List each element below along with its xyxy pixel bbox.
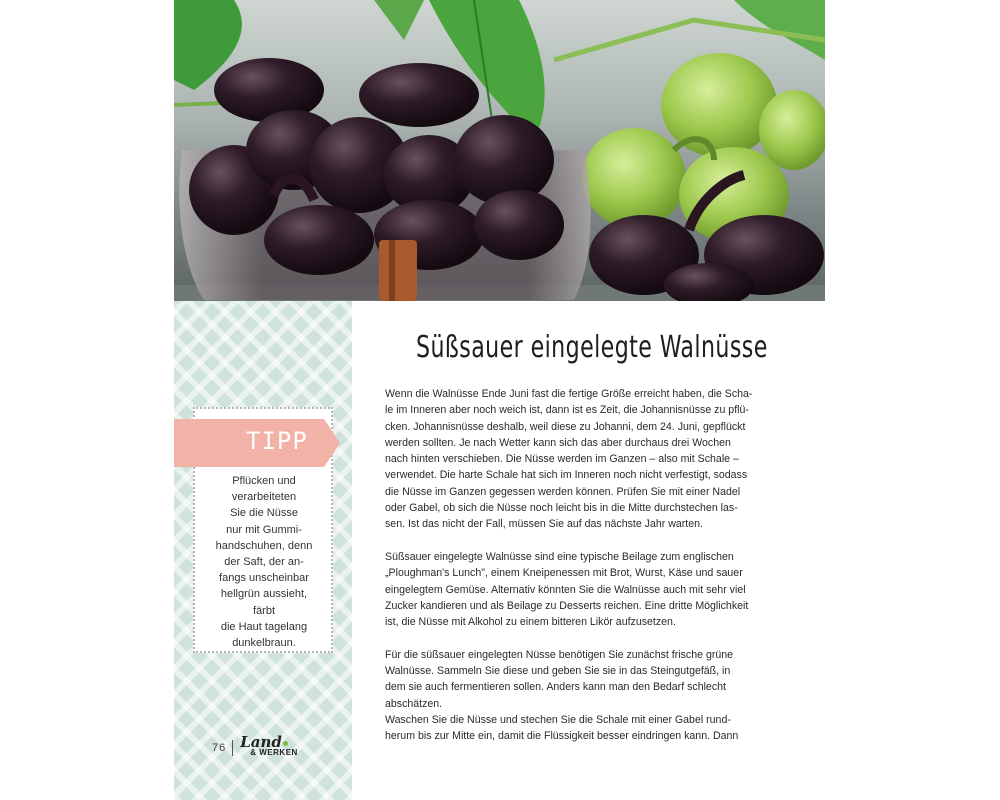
text-line: werden sollten. Je nach Wetter kann sich das aber durchaus drei Wochen — [385, 436, 731, 449]
text-line: ist, die Nüsse mit Alkohol zu einem bitteren Likör aufzusetzen. — [385, 616, 676, 629]
page-footer — [212, 733, 306, 758]
article-title: Süßsauer eingelegte Walnüsse — [416, 330, 768, 365]
text-line: Walnüsse. Sammeln Sie diese und geben Sie sie in das Steingutgefäß, in — [385, 665, 731, 678]
text-line: abschätzen. — [385, 697, 443, 710]
text-line: „Ploughman's Lunch", einem Kneipenessen mit Brot, Wurst, Käse und sauer — [385, 567, 743, 580]
text-line: Waschen Sie die Nüsse und stechen Sie die Schale mit einer Gabel rund- — [385, 713, 731, 726]
footer-divider — [232, 740, 233, 756]
text-line: dem sie auch fermentieren sollen. Anders kann man den Bedarf schlecht — [385, 681, 726, 694]
text-line: Zucker kandieren und als Beilage zu Desserts reichen. Eine dritte Möglichkeit — [385, 599, 749, 612]
tip-ribbon — [174, 419, 324, 467]
paragraph-2 — [385, 549, 755, 630]
paragraph-1 — [385, 386, 755, 533]
text-line: Für die süßsauer eingelegten Nüsse benötigen Sie zunächst frische grüne — [385, 648, 734, 661]
paragraph-3 — [385, 647, 755, 745]
text-line: oder Gabel, ob sich die Nüsse noch leicht bis in die Mitte durchstechen las- — [385, 502, 738, 515]
text-line: verwendet. Die harte Schale hat sich im Inneren noch nicht verfestigt, sodass — [385, 469, 748, 482]
walnut-photo-illustration — [174, 0, 825, 301]
text-line: nach hinten verschieben. Die Nüsse werden im Ganzen – also mit Schale – — [385, 453, 739, 466]
logo-wordmark: Land — [240, 733, 282, 751]
magazine-logo — [238, 733, 306, 759]
tip-label: TIPP — [246, 427, 308, 455]
hero-photo-pickled-walnuts — [174, 0, 825, 301]
text-line: eingelegtem Gemüse. Alternativ könnten Sie die Walnüsse auch mit sehr viel — [385, 583, 746, 596]
logo-dot — [283, 741, 288, 746]
text-line: herum bis zur Mitte ein, damit die Flüssigkeit besser eindringen kann. Dann — [385, 730, 739, 743]
text-line: le im Inneren aber noch weich ist, dann ist es Zeit, die Johannisnüsse zu pflü- — [385, 404, 749, 417]
text-line: sen. Ist das nicht der Fall, müssen Sie auf das nächste Jahr warten. — [385, 518, 703, 531]
text-line: Wenn die Walnüsse Ende Juni fast die fertige Größe erreicht haben, die Scha- — [385, 388, 753, 400]
text-line: Süßsauer eingelegte Walnüsse sind eine typische Beilage zum englischen — [385, 550, 734, 563]
tip-sidebar-pattern — [174, 301, 352, 800]
text-line: cken. Johannisnüsse deshalb, weil diese zu Johanni, dem 24. Juni, gepflückt — [385, 420, 746, 433]
article-body — [385, 386, 755, 745]
page-number: 76 — [212, 742, 227, 754]
logo-subtitle: & WERKEN — [250, 748, 298, 757]
tip-text: Pflücken und verarbeiteten Sie die Nüsse nur mit Gummi- handschuhen, denn der Saft, der an- fangs unscheinbar hellgrün aussieht, färbt die Haut tagelang dunkelbraun. — [215, 475, 313, 650]
text-line: die Nüsse im Ganzen gegessen werden können. Prüfen Sie mit einer Nadel — [385, 485, 741, 498]
magazine-page — [174, 0, 825, 800]
